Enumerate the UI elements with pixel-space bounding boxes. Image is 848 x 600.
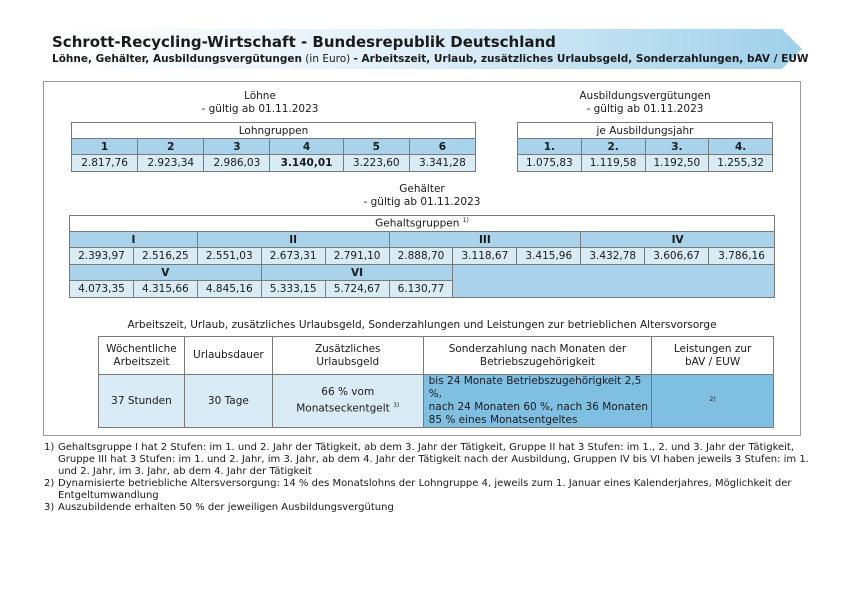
gehalt-value: 2.551,03: [197, 248, 261, 265]
loehne-group-header: Lohngruppen: [72, 123, 476, 139]
lohngruppe-5: 5: [343, 139, 409, 155]
gehalt-value: 6.130,77: [389, 281, 453, 298]
loehne-table: [71, 122, 476, 172]
gehalt-value: 3.606,67: [645, 248, 709, 265]
lohn-value-5: 3.223,60: [343, 155, 409, 172]
lohngruppe-1: 1: [72, 139, 138, 155]
lohngruppe-3: 3: [204, 139, 270, 155]
ausbildungsjahr-2: 2.: [581, 139, 645, 155]
gehaltsgruppe-III: III: [389, 232, 581, 248]
value-bav: 2): [652, 375, 774, 428]
gehalt-group-header: Gehaltsgruppen $^{1)}$: [70, 216, 775, 232]
page-title: Schrott-Recycling-Wirtschaft - Bundesrepublik Deutschland: [52, 33, 556, 51]
ausbildung-group-header: je Ausbildungsjahr: [518, 123, 773, 139]
gehaltsgruppe-I: I: [70, 232, 198, 248]
header-urlaubsdauer: Urlaubsdauer: [184, 337, 272, 375]
lohngruppe-4: 4: [270, 139, 343, 155]
gehalt-empty-cell: [453, 265, 775, 298]
gehalt-value: 4.845,16: [197, 281, 261, 298]
value-sonderzahlung: bis 24 Monate Betriebszugehörigkeit 2,5 %, nach 24 Monaten 60 %, nach 36 Monaten 85 % eines Monatsentgeltes: [423, 375, 652, 428]
ausbildungsjahr-1: 1.: [518, 139, 582, 155]
tariff-panel: [43, 81, 801, 436]
value-wochenarbeitszeit: 37 Stunden: [99, 375, 185, 428]
gehaelter-caption: Gehälter - gültig ab 01.11.2023: [363, 183, 481, 208]
lohngruppe-6: 6: [409, 139, 475, 155]
footnote-2: 2) Dynamisierte betriebliche Altersversorgung: 14 % des Monatslohns der Lohngruppe 4, jeweils zum 1. Januar eines Kalenderjahres, Möglichkeit der Entgeltumwandlung: [44, 478, 792, 501]
footnote-3: 3) Auszubildende erhalten 50 % der jeweiligen Ausbildungsvergütung: [44, 502, 394, 513]
gehalt-value: 5.724,67: [325, 281, 389, 298]
gehalt-value: 3.118,67: [453, 248, 517, 265]
gehalt-value: 3.786,16: [709, 248, 775, 265]
footnote-1: 1) Gehaltsgruppe I hat 2 Stufen: im 1. und 2. Jahr der Tätigkeit, ab dem 3. Jahr der Tätigkeit, Gruppe II hat 3 Stufen: im 1., 2. und 3. Jahr der Tätigkeit, Gruppe III hat 3 Stufen: im 1. und 2. Jahr, im 3. Jahr, ab dem 4. Jahr der Tätigkeit nach der Ausbildung, Gruppen IV bis VI haben jeweils 3 Stufen: im 1. und 2. Jahr, im 3. Jahr, ab dem 4. Jahr der Tätigkeit: [44, 442, 809, 477]
lohngruppe-2: 2: [138, 139, 204, 155]
gehalt-value: 4.315,66: [133, 281, 197, 298]
gehaltsgruppe-II: II: [197, 232, 389, 248]
value-urlaubsgeld: 66 % vom Monatseckentgelt $^{3)}$: [272, 375, 423, 428]
lohn-value-2: 2.923,34: [138, 155, 204, 172]
ausbildung-value-3: 1.192,50: [645, 155, 709, 172]
header-urlaubsgeld: Zusätzliches Urlaubsgeld: [272, 337, 423, 375]
lohn-value-1: 2.817,76: [72, 155, 138, 172]
ausbildungsjahr-3: 3.: [645, 139, 709, 155]
value-urlaubsdauer: 30 Tage: [184, 375, 272, 428]
header-bav: Leistungen zur bAV / EUW: [652, 337, 774, 375]
gehaelter-table: [69, 215, 775, 298]
lohn-value-6: 3.341,28: [409, 155, 475, 172]
header-banner: [44, 29, 809, 69]
gehalt-value: 2.888,70: [389, 248, 453, 265]
gehalt-value: 2.516,25: [133, 248, 197, 265]
gehaltsgruppe-V: V: [70, 265, 262, 281]
gehalt-value: 2.791,10: [325, 248, 389, 265]
gehalt-value: 2.393,97: [70, 248, 134, 265]
ausbildung-table: [517, 122, 773, 172]
gehaltsgruppe-IV: IV: [581, 232, 775, 248]
ausbildung-caption: Ausbildungsvergütungen - gültig ab 01.11.2023: [579, 90, 711, 115]
arbeitszeit-caption: Arbeitszeit, Urlaub, zusätzliches Urlaubsgeld, Sonderzahlungen und Leistungen zur betrieblichen Altersvorsorge: [127, 319, 717, 331]
header-sonderzahlung: Sonderzahlung nach Monaten der Betriebszugehörigkeit: [423, 337, 652, 375]
gehaltsgruppe-VI: VI: [261, 265, 453, 281]
gehalt-value: 2.673,31: [261, 248, 325, 265]
gehalt-value: 4.073,35: [70, 281, 134, 298]
gehalt-value: 5.333,15: [261, 281, 325, 298]
gehalt-value: 3.432,78: [581, 248, 645, 265]
header-wochenarbeitszeit: Wöchentliche Arbeitszeit: [99, 337, 185, 375]
ausbildung-value-2: 1.119,58: [581, 155, 645, 172]
page-subtitle: Löhne, Gehälter, Ausbildungsvergütungen (in Euro) - Arbeitszeit, Urlaub, zusätzliches Urlaubsgeld, Sonderzahlungen, bAV / EUW: [52, 53, 809, 65]
lohn-value-3: 2.986,03: [204, 155, 270, 172]
gehalt-value: 3.415,96: [517, 248, 581, 265]
lohn-value-4: 3.140,01: [270, 155, 343, 172]
loehne-caption: Löhne - gültig ab 01.11.2023: [201, 90, 319, 115]
ausbildung-value-4: 1.255,32: [709, 155, 773, 172]
arbeitszeit-table: [98, 336, 774, 428]
ausbildungsjahr-4: 4.: [709, 139, 773, 155]
ausbildung-value-1: 1.075,83: [518, 155, 582, 172]
footnotes: [44, 442, 814, 514]
